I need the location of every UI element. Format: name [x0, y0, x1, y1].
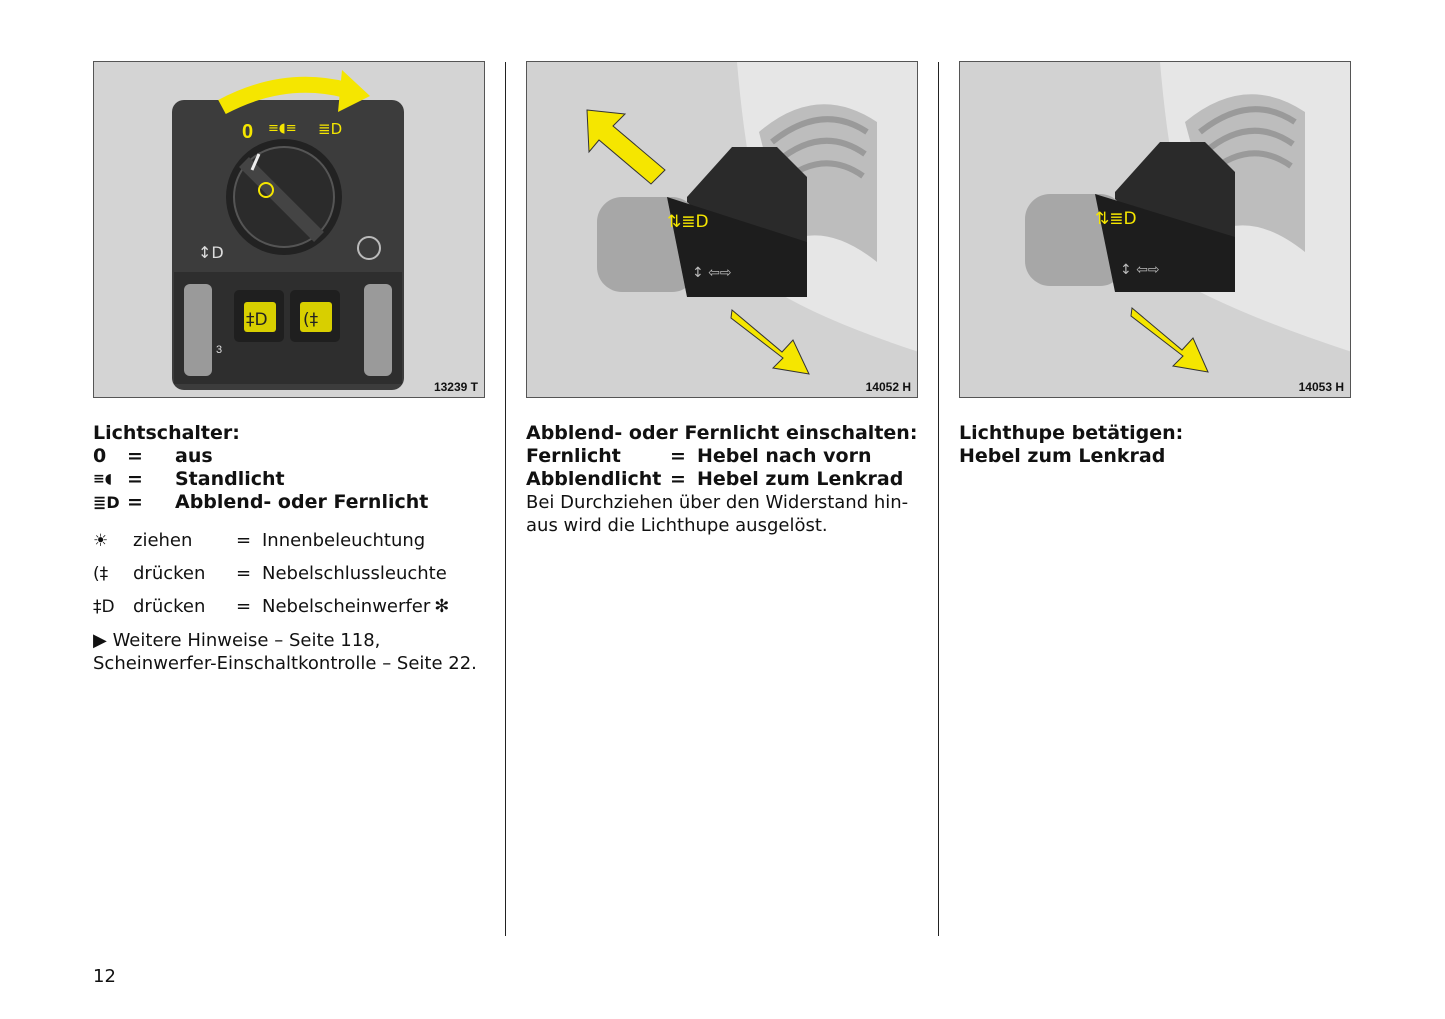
body-text: Bei Durchziehen über den Widerstand hin- [526, 492, 909, 513]
svg-text:‡D: ‡D [246, 310, 268, 330]
lever-text: Hebel nach vorn [697, 445, 872, 467]
svg-text:≣D: ≣D [318, 120, 343, 138]
section-subheading: Hebel zum Lenkrad [959, 445, 1166, 467]
figure-code: 13239 T [433, 380, 478, 394]
figure-lever-fernlicht [526, 61, 918, 398]
parking-light-icon: ≡◖ [93, 471, 113, 487]
control-row [93, 524, 493, 557]
position-text: Abblend- oder Fernlicht [175, 491, 429, 513]
lever-illustration [527, 62, 918, 398]
lever-row [526, 468, 926, 491]
lever-illustration [960, 62, 1351, 398]
equals-sign: = [236, 563, 252, 584]
position-symbol: 0 [93, 445, 107, 467]
equals-sign: = [127, 445, 143, 467]
reference-note: Scheinwerfer-Einschaltkontrolle – Seite 22. [93, 653, 477, 674]
section-heading: Lichthupe betätigen: [959, 422, 1184, 444]
lever-row [526, 445, 926, 468]
position-row [93, 468, 493, 491]
lever-label: Fernlicht [526, 445, 621, 467]
control-text: Nebelschlussleuchte [262, 563, 447, 584]
lever-text: Hebel zum Lenkrad [697, 468, 904, 490]
svg-text:≡◖≡: ≡◖≡ [268, 121, 297, 136]
position-text: aus [175, 445, 213, 467]
equals-sign: = [236, 530, 252, 551]
control-row [93, 557, 493, 590]
equals-sign: = [670, 468, 686, 490]
svg-text:↕ ⇦⇨: ↕ ⇦⇨ [692, 265, 732, 281]
body-text: aus wird die Lichthupe ausgelöst. [526, 515, 828, 536]
section-heading: Lichtschalter: [93, 422, 240, 444]
figure-code: 14053 H [1298, 380, 1344, 394]
position-row [93, 491, 493, 514]
svg-text:↕D: ↕D [198, 243, 224, 262]
headlight-icon: ≣D [93, 493, 120, 512]
equals-sign: = [127, 491, 143, 513]
control-action: drücken [133, 596, 206, 617]
svg-text:(‡: (‡ [303, 310, 319, 330]
svg-text:↕ ⇦⇨: ↕ ⇦⇨ [1120, 262, 1160, 278]
lever-label: Abblendlicht [526, 468, 662, 490]
column-lichthupe [959, 422, 1359, 468]
section-heading: Abblend- oder Fernlicht einschalten: [526, 422, 918, 444]
control-action: ziehen [133, 530, 193, 551]
rear-fog-light-icon: (‡ [93, 563, 109, 584]
interior-light-icon: ☀ [93, 530, 109, 551]
svg-text:⇅≣D: ⇅≣D [667, 212, 709, 232]
column-divider [505, 62, 506, 936]
equals-sign: = [670, 445, 686, 467]
column-divider [938, 62, 939, 936]
front-fog-light-icon: ‡D [93, 596, 115, 617]
column-lever-fernlicht [526, 422, 926, 537]
figure-lever-lichthupe [959, 61, 1351, 398]
equals-sign: = [236, 596, 252, 617]
figure-code: 14052 H [865, 380, 911, 394]
reference-note: ▶ Weitere Hinweise – Seite 118, [93, 630, 381, 651]
svg-text:3: 3 [216, 344, 223, 356]
control-action: drücken [133, 563, 206, 584]
control-text: Nebelscheinwerfer [262, 596, 431, 617]
figure-light-switch [93, 61, 485, 398]
option-asterisk-icon: ✻ [434, 596, 450, 617]
position-text: Standlicht [175, 468, 285, 490]
column-light-switch [93, 422, 493, 675]
control-text: Innenbeleuchtung [262, 530, 426, 551]
svg-text:0: 0 [242, 121, 254, 143]
position-row [93, 445, 493, 468]
svg-text:⇅≣D: ⇅≣D [1095, 209, 1137, 229]
equals-sign: = [127, 468, 143, 490]
control-row [93, 590, 493, 623]
light-switch-illustration [94, 62, 485, 398]
page-number: 12 [93, 966, 116, 987]
